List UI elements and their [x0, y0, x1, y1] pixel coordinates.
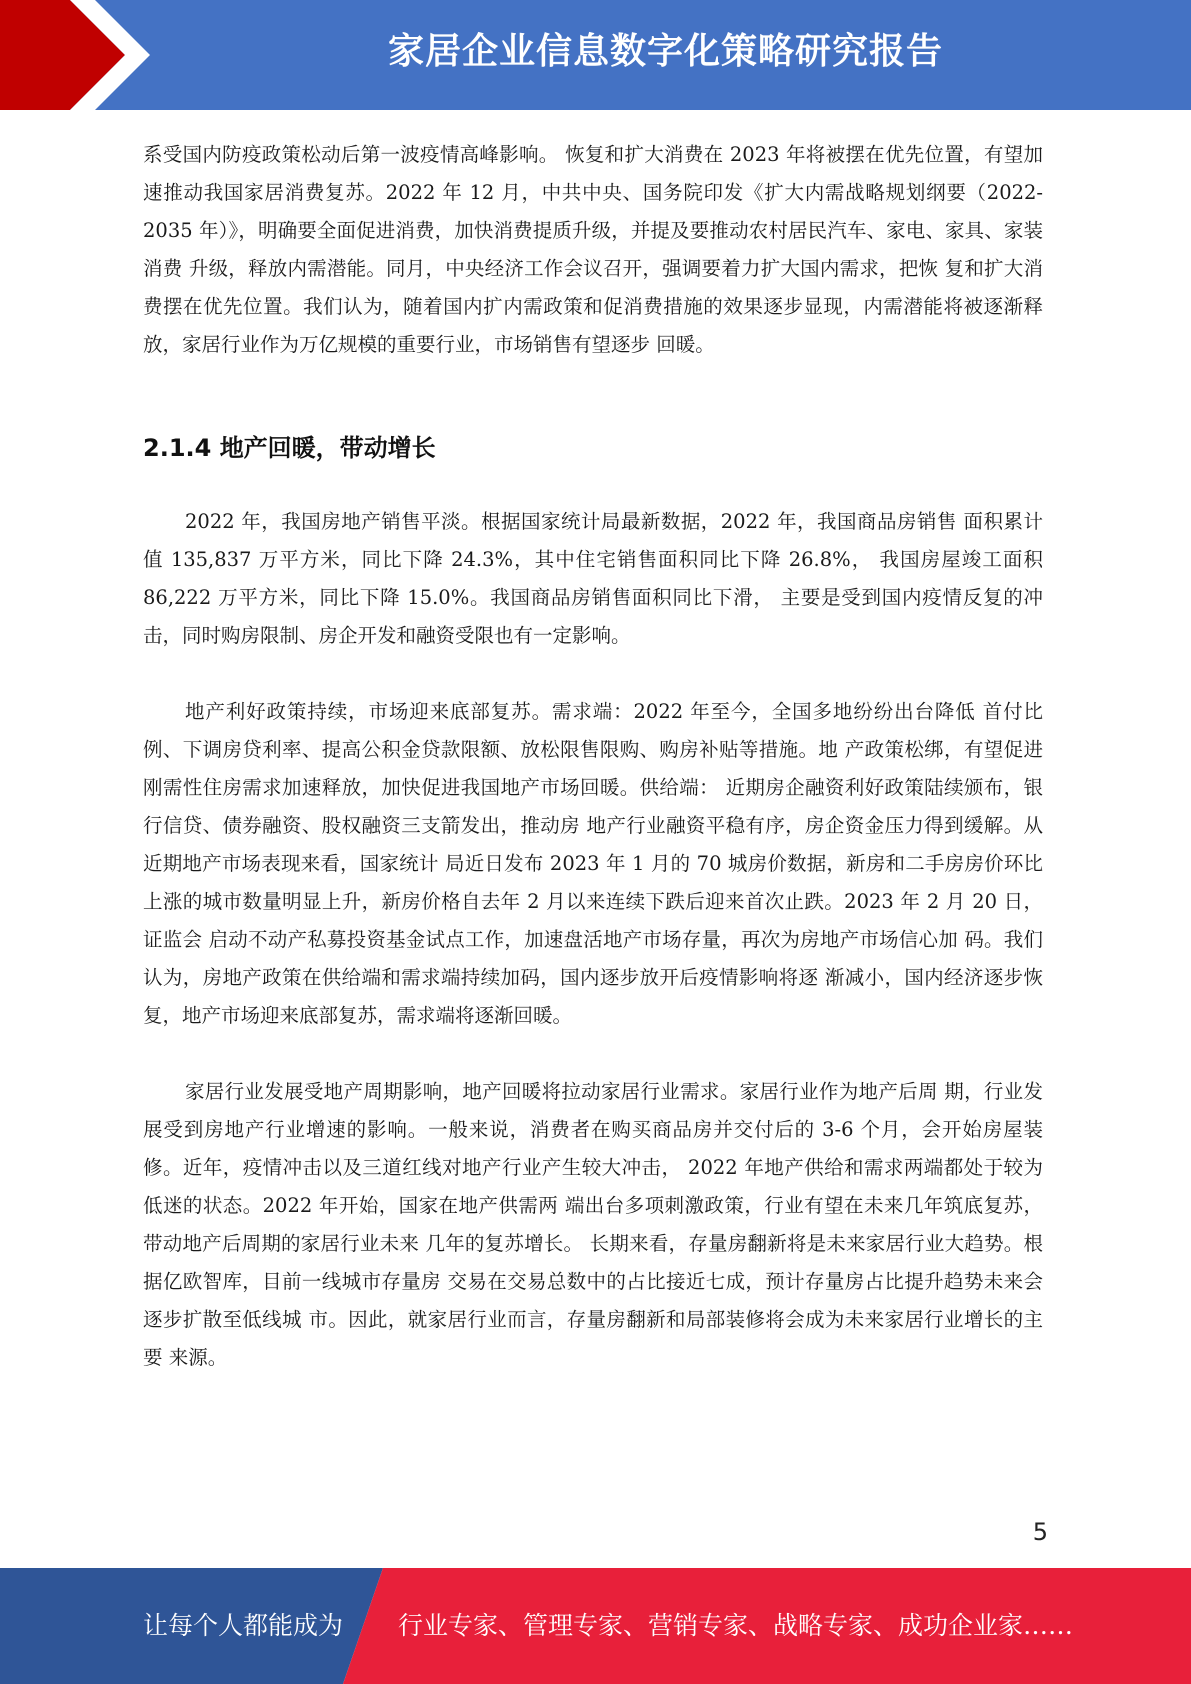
document-title: 家居企业信息数字化策略研究报告 [387, 31, 943, 72]
body-paragraph: 地产利好政策持续，市场迎来底部复苏。需求端：2022 年至今，全国多地纷纷出台降低 首付比例、下调房贷利率、提高公积金贷款限额、放松限售限购、购房补贴等措施。地 产政策松绑，有望促进刚需性住房需求加速释放，加快促进我国地产市场回暖。供给端： 近期房企融资利好政策陆续颁布，银行信贷、债券融资、股权融资三支箭发出，推动房 地产行业融资平稳有序，房企资金压力得到缓解。从近期地产市场表现来看，国家统计 局近日发布 2023 年 1 月的 70 城房价数据，新房和二手房房价环比上涨的城市数量明显上升，新房价格自去年 2 月以来连续下跌后迎来首次止跌。2023 年 2 月 20 日，证监会 启动不动产私募投资基金试点工作，加速盘活地产市场存量，再次为房地产市场信心加 码。我们认为，房地产政策在供给端和需求端持续加码，国内逐步放开后疫情影响将逐 渐减小，国内经济逐步恢复，地产市场迎来底部复苏，需求端将逐渐回暖。 [143, 700, 1043, 1027]
body-paragraph: 家居行业发展受地产周期影响，地产回暖将拉动家居行业需求。家居行业作为地产后周 期，行业发展受到房地产行业增速的影响。一般来说，消费者在购买商品房并交付后的 3-6 个月，会开始房屋装修。近年，疫情冲击以及三道红线对地产行业产生较大冲击， 2022 年地产供给和需求两端都处于较为低迷的状态。2022 年开始，国家在地产供需两 端出台多项刺激政策，行业有望在未来几年筑底复苏，带动地产后周期的家居行业未来 几年的复苏增长。 长期来看，存量房翻新将是未来家居行业大趋势。根据亿欧智库，目前一线城市存量房 交易在交易总数中的占比接近七成，预计存量房占比提升趋势未来会逐步扩散至低线城 市。因此，就家居行业而言，存量房翻新和局部装修将会成为未来家居行业增长的主要 来源。 [143, 1080, 1043, 1369]
body-paragraph: 2022 年，我国房地产销售平淡。根据国家统计局最新数据，2022 年，我国商品房销售 面积累计值 135,837 万平方米，同比下降 24.3%，其中住宅销售面积同比下降 26.8%， 我国房屋竣工面积 86,222 万平方米，同比下降 15.0%。我国商品房销售面积同比下滑， 主要是受到国内疫情反复的冲击，同时购房限制、房企开发和融资受限也有一定影响。 [143, 510, 1043, 647]
intro-paragraph: 系受国内防疫政策松动后第一波疫情高峰影响。 恢复和扩大消费在 2023 年将被摆在优先位置，有望加速推动我国家居消费复苏。2022 年 12 月，中共中央、国务院印发《扩大内需战略规划纲要（2022-2035 年）》，明确要全面促进消费，加快消费提质升级，并提及要推动农村居民汽车、家电、家具、家装消费 升级，释放内需潜能。同月，中央经济工作会议召开，强调要着力扩大国内需求，把恢 复和扩大消费摆在优先位置。我们认为，随着国内扩内需政策和促消费措施的效果逐步显现，内需潜能将被逐渐释放，家居行业作为万亿规模的重要行业，市场销售有望逐步 回暖。 [143, 143, 1043, 356]
footer-slogan-right: 行业专家、管理专家、营销专家、战略专家、成功企业家…… [398, 1611, 1074, 1640]
header-chevron-decoration [0, 0, 160, 110]
footer-slogan-left: 让每个人都能成为 [143, 1611, 344, 1640]
intro-section [143, 136, 1043, 364]
section-body [143, 503, 1043, 1377]
page-number: 5 [1032, 1518, 1048, 1546]
section-heading: 2.1.4 地产回暖，带动增长 [143, 434, 436, 462]
